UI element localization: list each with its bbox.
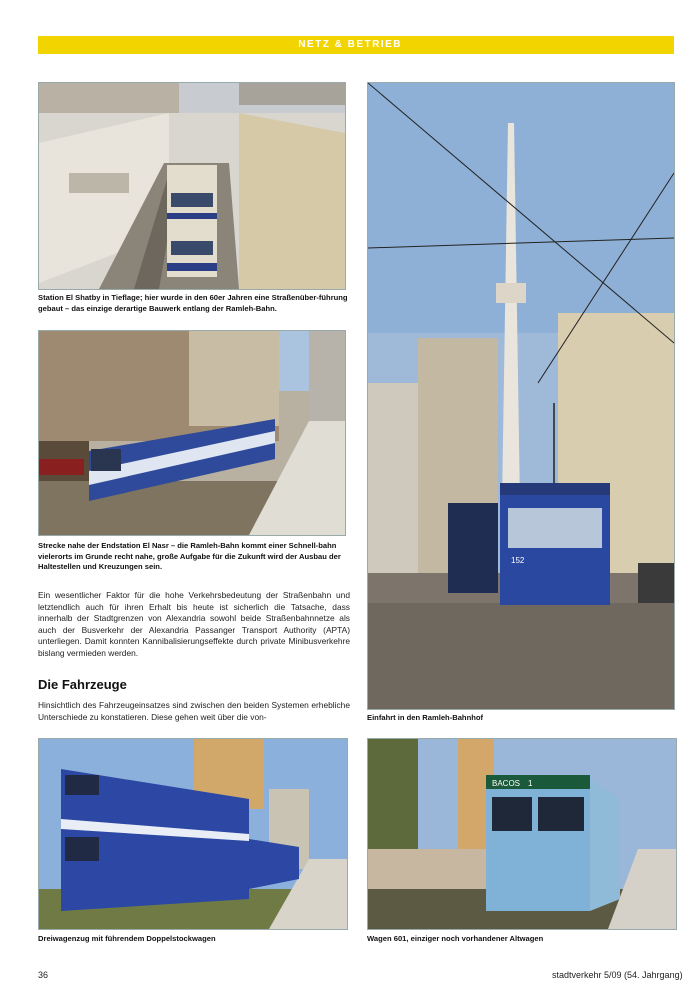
magazine-issue: stadtverkehr 5/09 (54. Jahrgang): [552, 970, 683, 980]
article-paragraph-2: Hinsichtlich des Fahrzeugeinsatzes sind zwischen den beiden Systemen erhebliche Unterschiede zu konstatieren. Diese gehen weit über die von-: [38, 700, 350, 722]
section-heading-fahrzeuge: Die Fahrzeuge: [38, 677, 127, 692]
photo-wagen-601: [367, 738, 677, 930]
page-number: 36: [38, 970, 49, 980]
photo-ramleh-bahnhof: [367, 82, 675, 710]
article-paragraph-1: Ein wesentlicher Faktor für die hohe Verkehrsbedeutung der Straßenbahn und letztendlich auch für ihren Erhalt bis heute ist sicherlich die Tatsache, dass innerhalb der Stadtgrenzen von Alexandria sowohl beide Straßenbahnnetze als auch der Busverkehr der Alexandria Passanger Transport Authority (APTA) unterliegen. Damit konnten Kannibalisierungseffekte durch private Minibusverkehre bislang vermieden werden.: [38, 590, 350, 658]
tram-number-152: 152: [511, 556, 525, 565]
photo-el-nasr: [38, 330, 346, 536]
section-banner: [38, 36, 674, 54]
caption-photo2: Strecke nahe der Endstation El Nasr – die Ramleh-Bahn kommt einer Schnell-bahn vielerorts im Grunde recht nahe, große Aufgabe für die Zukunft wird der Ausbau der Haltestellen und Kreuzungen sein.: [38, 541, 341, 571]
photo-el-shatby: [38, 82, 346, 290]
section-title: NETZ & BETRIEB: [298, 39, 402, 50]
caption-photo5: Wagen 601, einziger noch vorhandener Altwagen: [367, 934, 544, 943]
caption-photo1: Station El Shatby in Tieflage; hier wurde in den 60er Jahren eine Straßenüber-führung gebaut – das einzige derartige Bauwerk entlang der Ramleh-Bahn.: [38, 293, 348, 313]
caption-photo3: Einfahrt in den Ramleh-Bahnhof: [367, 713, 484, 722]
tram-number-1: 1: [528, 779, 533, 788]
tram-label-bacos: BACOS: [492, 779, 521, 788]
caption-photo4: Dreiwagenzug mit führendem Doppelstockwagen: [38, 934, 216, 943]
photo-dreiwagenzug: [38, 738, 348, 930]
